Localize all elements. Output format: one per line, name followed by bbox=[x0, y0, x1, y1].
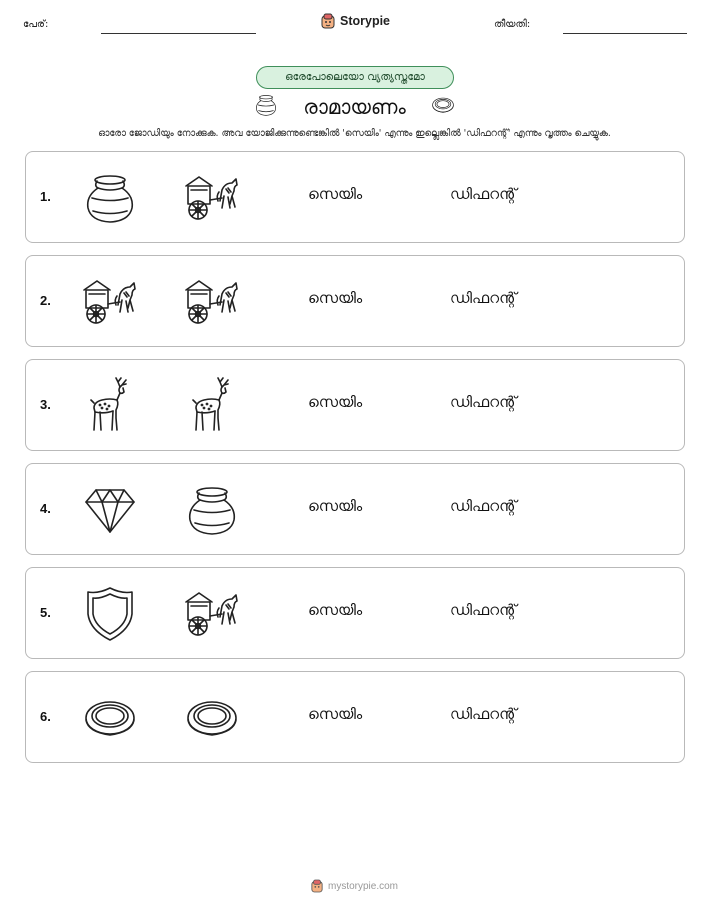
ring-icon bbox=[182, 688, 242, 748]
same-option[interactable]: സെയിം bbox=[308, 185, 363, 203]
question-number: 6. bbox=[40, 709, 51, 724]
storypie-mascot-icon bbox=[321, 13, 335, 29]
same-option[interactable]: സെയിം bbox=[308, 705, 363, 723]
title-ring-icon bbox=[430, 92, 456, 122]
chariot-icon bbox=[182, 168, 242, 228]
gem-picture bbox=[80, 480, 140, 540]
name-line[interactable] bbox=[101, 33, 256, 34]
different-option[interactable]: ഡിഫറന്റ് bbox=[450, 393, 517, 411]
different-option[interactable]: ഡിഫറന്റ് bbox=[450, 497, 517, 515]
deer-icon bbox=[80, 376, 140, 436]
pot-picture bbox=[80, 168, 140, 228]
question-number: 5. bbox=[40, 605, 51, 620]
question-number: 4. bbox=[40, 501, 51, 516]
title-row bbox=[0, 92, 709, 122]
different-option[interactable]: ഡിഫറന്റ് bbox=[450, 601, 517, 619]
different-option[interactable]: ഡിഫറന്റ് bbox=[450, 705, 517, 723]
footer-site: mystorypie.com bbox=[327, 880, 398, 892]
deer-picture bbox=[182, 376, 242, 436]
same-option[interactable]: സെയിം bbox=[308, 393, 363, 411]
name-label: പേര്: bbox=[23, 19, 49, 30]
storypie-footer-icon bbox=[311, 879, 323, 893]
date-line[interactable] bbox=[563, 33, 687, 34]
chariot-icon bbox=[182, 272, 242, 332]
ring-icon bbox=[80, 688, 140, 748]
chariot-icon bbox=[182, 584, 242, 644]
question-row bbox=[25, 567, 685, 659]
chariot-picture bbox=[80, 272, 140, 332]
pot-icon bbox=[80, 168, 140, 228]
question-row bbox=[25, 671, 685, 763]
pot-picture bbox=[182, 480, 242, 540]
question-number: 3. bbox=[40, 397, 51, 412]
chariot-picture bbox=[182, 272, 242, 332]
same-option[interactable]: സെയിം bbox=[308, 289, 363, 307]
pot-icon bbox=[182, 480, 242, 540]
pot-icon bbox=[253, 92, 279, 118]
instructions: ഓരോ ജോഡിയും നോക്കുക. അവ യോജിക്കുന്നുണ്ടെങ്കിൽ 'സെയിം' എന്നും ഇല്ലെങ്കിൽ 'ഡിഫറന്റ്' എന്നും വൃത്തം ചെയ്യുക. bbox=[98, 128, 611, 139]
footer bbox=[0, 879, 709, 893]
question-row bbox=[25, 463, 685, 555]
question-row bbox=[25, 255, 685, 347]
different-option[interactable]: ഡിഫറന്റ് bbox=[450, 289, 517, 307]
date-label: തീയതി: bbox=[494, 19, 531, 30]
gem-icon bbox=[80, 480, 140, 540]
shield-picture bbox=[80, 584, 140, 644]
chariot-icon bbox=[80, 272, 140, 332]
same-option[interactable]: സെയിം bbox=[308, 497, 363, 515]
shield-icon bbox=[80, 584, 140, 644]
question-row bbox=[25, 359, 685, 451]
page-title: രാമായണം bbox=[303, 95, 406, 119]
question-number: 1. bbox=[40, 189, 51, 204]
question-number: 2. bbox=[40, 293, 51, 308]
ring-picture bbox=[80, 688, 140, 748]
question-row bbox=[25, 151, 685, 243]
deer-icon bbox=[182, 376, 242, 436]
brand-logo bbox=[321, 13, 390, 29]
worksheet-type-badge: ഒരേപോലെയോ വ്യത്യസ്തമോ bbox=[256, 66, 454, 89]
chariot-picture bbox=[182, 584, 242, 644]
deer-picture bbox=[80, 376, 140, 436]
different-option[interactable]: ഡിഫറന്റ് bbox=[450, 185, 517, 203]
chariot-picture bbox=[182, 168, 242, 228]
same-option[interactable]: സെയിം bbox=[308, 601, 363, 619]
ring-picture bbox=[182, 688, 242, 748]
title-pot-icon bbox=[253, 92, 279, 122]
brand-name: Storypie bbox=[340, 14, 391, 28]
ring-icon bbox=[430, 92, 456, 118]
